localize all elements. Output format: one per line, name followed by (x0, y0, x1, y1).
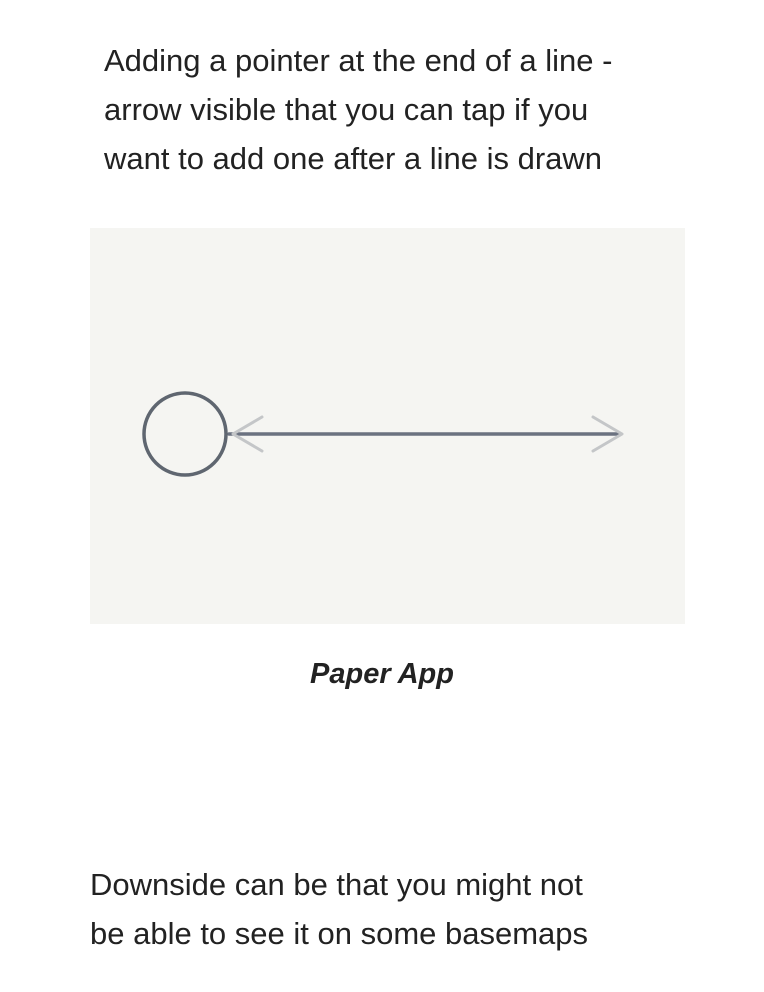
circle-handle-icon[interactable] (144, 393, 226, 475)
note-line-2: be able to see it on some basemaps (90, 916, 589, 951)
paper-app-preview (90, 228, 685, 624)
intro-text (104, 36, 724, 183)
intro-line-3: want to add one after a line is drawn (104, 141, 603, 176)
line-drawing-canvas (90, 228, 685, 624)
intro-line-1: Adding a pointer at the end of a line - (104, 43, 613, 78)
intro-line-2: arrow visible that you can tap if you (104, 92, 589, 127)
note-line-1: Downside can be that you might not (90, 867, 583, 902)
preview-caption: Paper App (310, 658, 454, 690)
note-text (90, 860, 730, 958)
